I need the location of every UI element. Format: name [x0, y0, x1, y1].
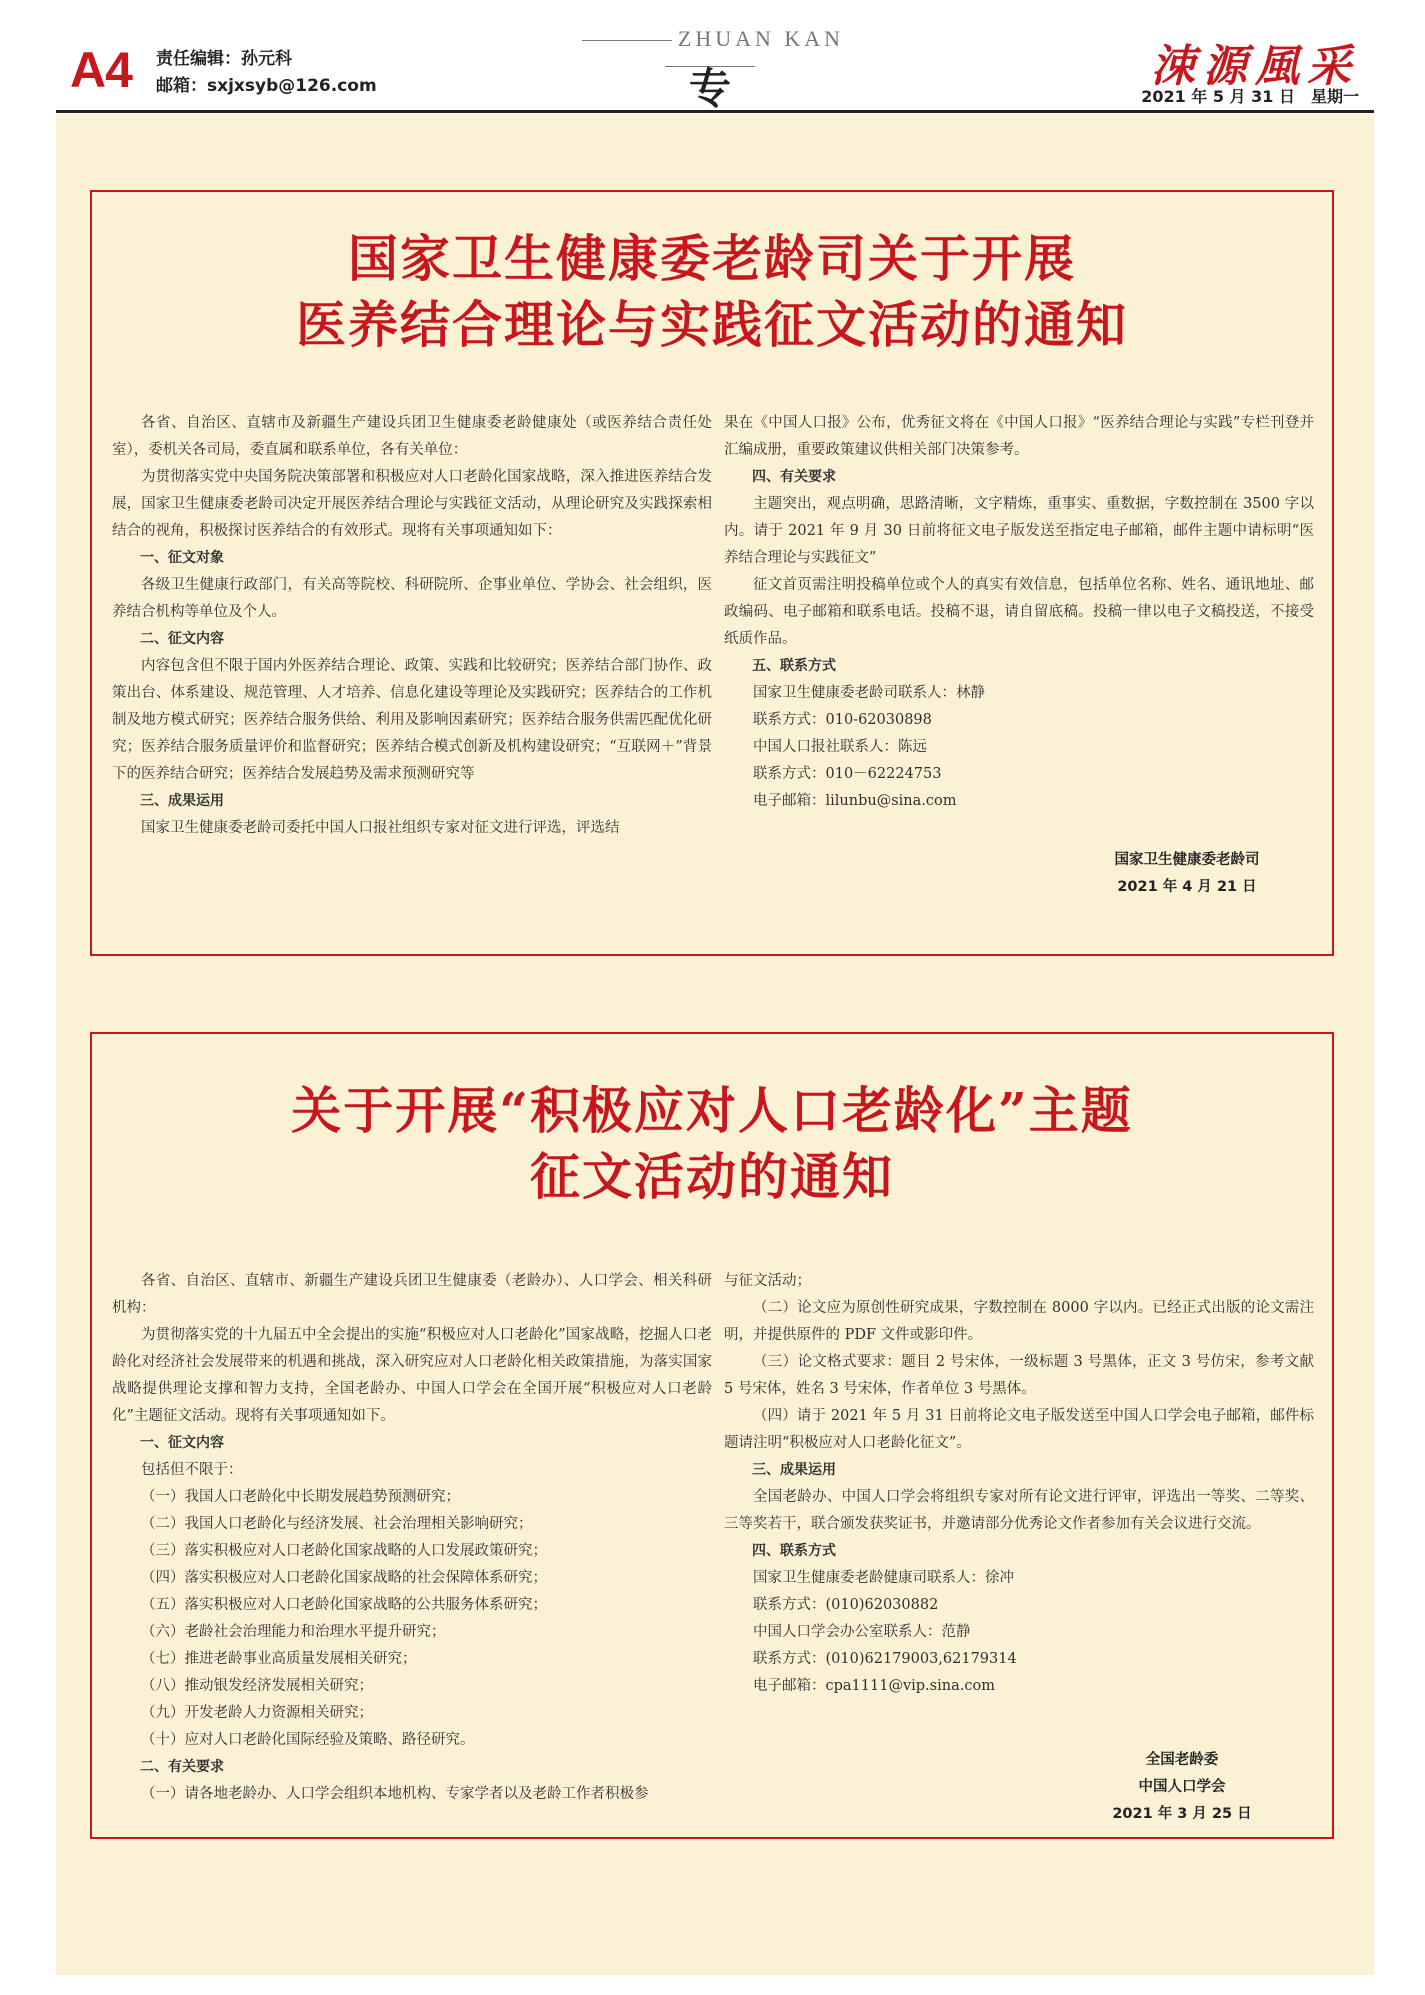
paragraph: （四）请于 2021 年 5 月 31 日前将论文电子版发送至中国人口学会电子邮箱，邮件标题请注明“积极应对人口老龄化征文”。 [724, 1408, 1314, 1451]
paragraph: 联系方式：010－62224753 [753, 766, 942, 782]
paragraph: 国家卫生健康委老龄健康司联系人：徐冲 [753, 1570, 1014, 1586]
paragraph: 国家卫生健康委老龄司委托中国人口报社组织专家对征文进行评选，评选结 [141, 820, 620, 836]
editor-email: 邮箱：sxjxsyb@126.com [156, 76, 377, 96]
paragraph: 各省、自治区、直辖市、新疆生产建设兵团卫生健康委（老龄办）、人口学会、相关科研机构： [112, 1273, 712, 1316]
right-column [724, 410, 1314, 815]
page-header [0, 0, 1425, 112]
editor-name: 责任编辑：孙元科 [156, 49, 292, 69]
signature-org: 国家卫生健康委老龄司 [1114, 852, 1260, 868]
editor-info [156, 46, 377, 100]
paragraph: 联系方式：(010)62030882 [753, 1597, 939, 1613]
title-line: 医养结合理论与实践征文活动的通知 [296, 295, 1128, 354]
page-number: A4 [70, 42, 132, 98]
issue-date: 2021 年 5 月 31 日 星期一 [1141, 87, 1359, 106]
section-heading: 五、联系方式 [752, 658, 836, 674]
paragraph: 各级卫生健康行政部门，有关高等院校、科研院所、企事业单位、学协会、社会组织，医养结合机构等单位及个人。 [112, 577, 712, 620]
paragraph: 征文首页需注明投稿单位或个人的真实有效信息，包括单位名称、姓名、通讯地址、邮政编码、电子邮箱和联系电话。投稿不退，请自留底稿。投稿一律以电子文稿投送，不接受纸质作品。 [724, 577, 1314, 647]
section-heading: 二、有关要求 [140, 1759, 224, 1775]
header-divider [56, 110, 1374, 113]
section-en-text: ZHUAN KAN [677, 26, 845, 51]
signature-org: 中国人口学会 [1138, 1779, 1226, 1795]
paragraph: 全国老龄办、中国人口学会将组织专家对所有论文进行评审，评选出一等奖、二等奖、三等奖若干，联合颁发获奖证书，并邀请部分优秀论文作者参加有关会议进行交流。 [724, 1489, 1314, 1532]
paragraph: （七）推进老龄事业高质量发展相关研究； [141, 1651, 417, 1667]
signature-date: 2021 年 4 月 21 日 [1117, 879, 1257, 895]
right-column [724, 1268, 1314, 1700]
paragraph: 为贯彻落实党的十九届五中全会提出的实施“积极应对人口老龄化”国家战略，挖掘人口老龄化对经济社会发展带来的机遇和挑战，深入研究应对人口老龄化相关政策措施，为落实国家战略提供理论支撑和智力支持，全国老龄办、中国人口学会在全国开展“积极应对人口老龄化”主题征文活动。现将有关事项通知如下。 [112, 1327, 712, 1424]
paragraph: （三）论文格式要求：题目 2 号宋体，一级标题 3 号黑体，正文 3 号仿宋，参考文献 5 号宋体，姓名 3 号宋体，作者单位 3 号黑体。 [724, 1354, 1314, 1397]
signature-block [1092, 1747, 1272, 1828]
paragraph: 主题突出，观点明确，思路清晰，文字精炼，重事实、重数据，字数控制在 3500 字以内。请于 2021 年 9 月 30 日前将征文电子版发送至指定电子邮箱，邮件主题中请标明“医养结合理论与实践征文” [724, 496, 1314, 566]
paragraph: 内容包含但不限于国内外医养结合理论、政策、实践和比较研究；医养结合部门协作、政策出台、体系建设、规范管理、人才培养、信息化建设等理论及实践研究；医养结合的工作机制及地方模式研究；医养结合服务供给、利用及影响因素研究；医养结合服务供需匹配优化研究；医养结合服务质量评价和监督研究；医养结合模式创新及机构建设研究；“互联网＋”背景下的医养结合研究；医养结合发展趋势及需求预测研究等 [112, 658, 712, 782]
newspaper-masthead: 涑源風采 [1151, 41, 1359, 92]
paragraph: 电子邮箱：cpa1111@vip.sina.com [753, 1678, 995, 1694]
paragraph: 中国人口报社联系人：陈远 [753, 739, 927, 755]
notice-title [92, 1078, 1332, 1210]
paragraph: 与征文活动； [724, 1273, 811, 1289]
paragraph: （一）请各地老龄办、人口学会组织本地机构、专家学者以及老龄工作者积极参 [141, 1786, 649, 1802]
title-line: 征文活动的通知 [530, 1147, 894, 1206]
notice-population-aging [90, 1032, 1334, 1839]
section-heading: 一、征文内容 [140, 1435, 224, 1451]
paragraph: （十）应对人口老龄化国际经验及策略、路径研究。 [141, 1732, 475, 1748]
paragraph: （九）开发老龄人力资源相关研究； [141, 1705, 373, 1721]
signature-date: 2021 年 3 月 25 日 [1112, 1806, 1252, 1822]
left-column [112, 410, 712, 842]
paragraph: 国家卫生健康委老龄司联系人：林静 [753, 685, 985, 701]
paragraph: （三）落实积极应对人口老龄化国家战略的人口发展政策研究； [141, 1543, 547, 1559]
section-name-cn: 专 [688, 64, 811, 113]
section-heading: 一、征文对象 [140, 550, 224, 566]
notice-medical-elderly-care [90, 190, 1334, 956]
signature-org: 全国老龄委 [1145, 1752, 1219, 1768]
section-heading: 三、成果运用 [140, 793, 224, 809]
paragraph: 联系方式：010-62030898 [753, 712, 932, 728]
paragraph: （一）我国人口老龄化中长期发展趋势预测研究； [141, 1489, 460, 1505]
paragraph: 中国人口学会办公室联系人：范静 [753, 1624, 971, 1640]
paragraph: 联系方式：(010)62179003,62179314 [753, 1651, 1017, 1667]
divider [582, 40, 672, 41]
section-heading: 四、有关要求 [752, 469, 836, 485]
paragraph: （二）我国人口老龄化与经济发展、社会治理相关影响研究； [141, 1516, 533, 1532]
paragraph: 包括但不限于： [141, 1462, 243, 1478]
section-heading: 二、征文内容 [140, 631, 224, 647]
section-heading: 三、成果运用 [752, 1462, 836, 1478]
title-line: 关于开展“积极应对人口老龄化”主题 [291, 1081, 1133, 1140]
title-line: 国家卫生健康委老龄司关于开展 [348, 229, 1076, 288]
paragraph: 为贯彻落实党中央国务院决策部署和积极应对人口老龄化国家战略，深入推进医养结合发展，国家卫生健康委老龄司决定开展医养结合理论与实践征文活动，从理论研究及实践探索相结合的视角，积极探讨医养结合的有效形式。现将有关事项通知如下： [112, 469, 712, 539]
paragraph: 电子邮箱：lilunbu@sina.com [753, 793, 957, 809]
paragraph: （六）老龄社会治理能力和治理水平提升研究； [141, 1624, 446, 1640]
paragraph: （五）落实积极应对人口老龄化国家战略的公共服务体系研究； [141, 1597, 547, 1613]
notice-title [92, 226, 1332, 358]
paragraph: （八）推动银发经济发展相关研究； [141, 1678, 373, 1694]
signature-block [1082, 847, 1292, 901]
section-heading: 四、联系方式 [752, 1543, 836, 1559]
paragraph: （四）落实积极应对人口老龄化国家战略的社会保障体系研究； [141, 1570, 547, 1586]
left-column [112, 1268, 712, 1808]
paragraph: 果在《中国人口报》公布，优秀征文将在《中国人口报》“医养结合理论与实践”专栏刊登并汇编成册，重要政策建议供相关部门决策参考。 [724, 415, 1314, 458]
paragraph: 各省、自治区、直辖市及新疆生产建设兵团卫生健康委老龄健康处（或医养结合责任处室），委机关各司局，委直属和联系单位，各有关单位： [112, 415, 712, 458]
paragraph: （二）论文应为原创性研究成果，字数控制在 8000 字以内。已经正式出版的论文需注明，并提供原件的 PDF 文件或影印件。 [724, 1300, 1314, 1343]
